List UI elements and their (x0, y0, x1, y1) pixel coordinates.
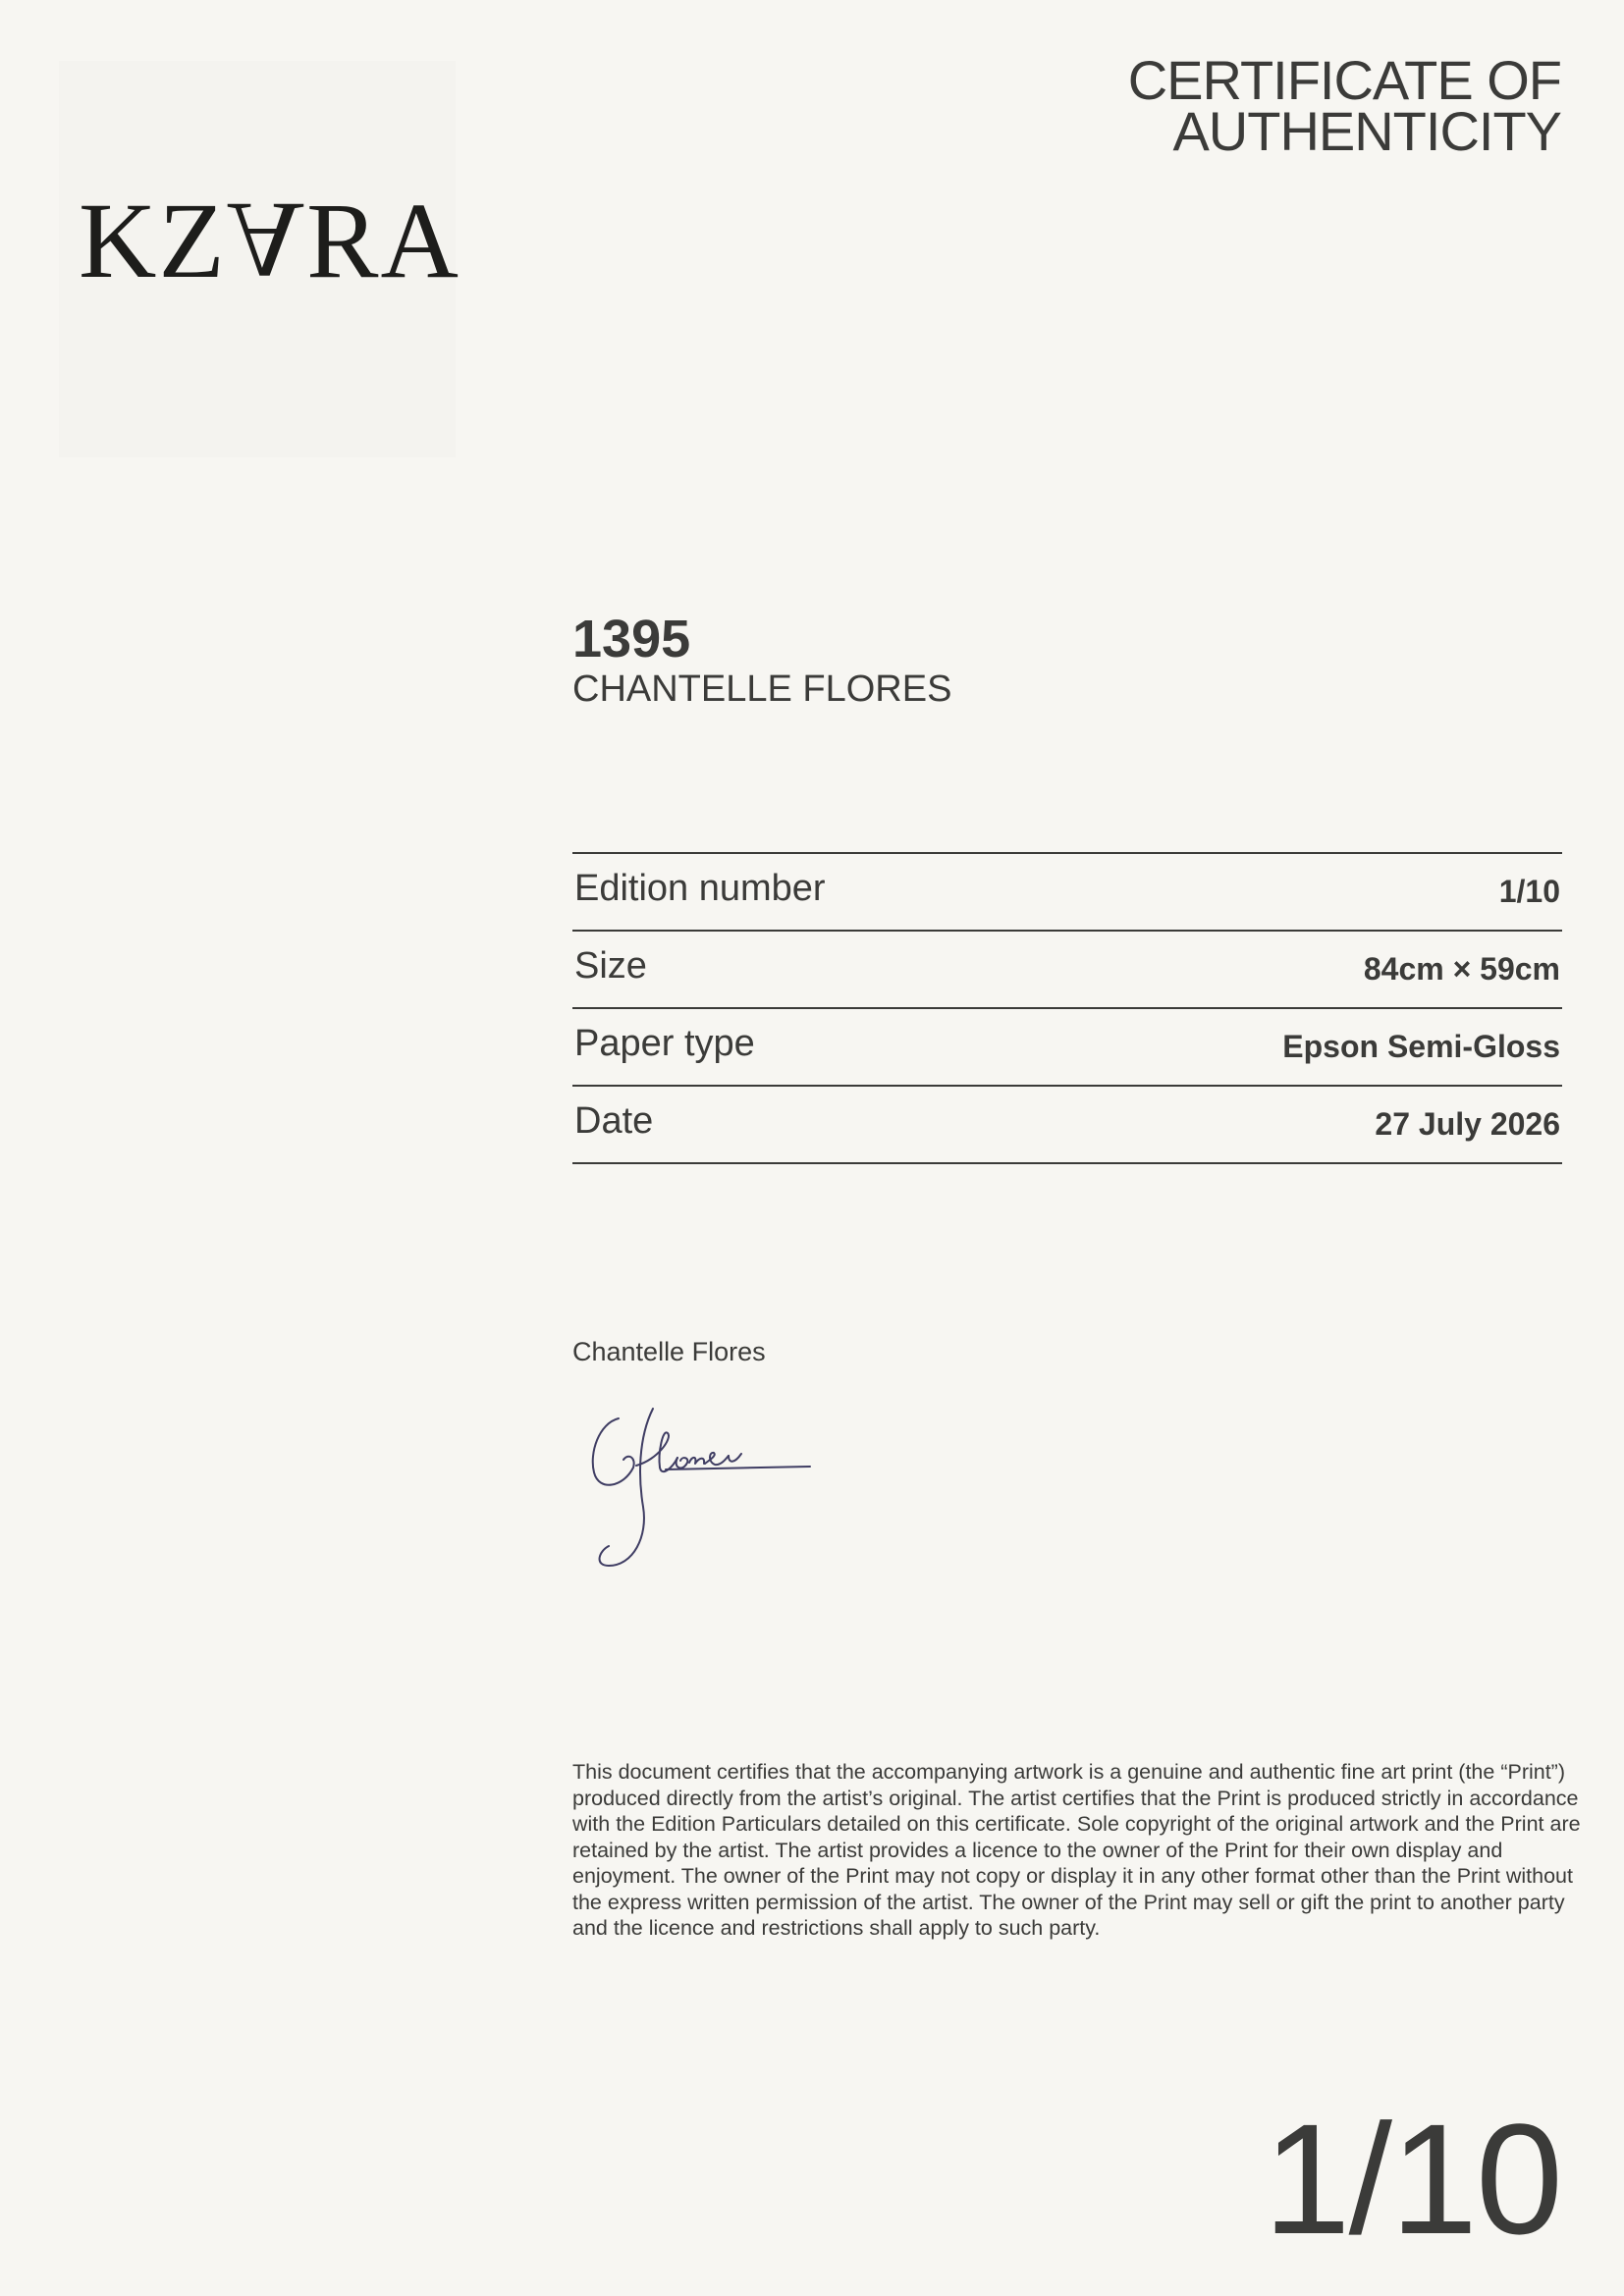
detail-value: 1/10 (1498, 874, 1560, 909)
detail-label: Size (574, 945, 647, 987)
signature-strokes (593, 1409, 810, 1566)
logo-text-end: RA (306, 181, 460, 300)
signer-name: Chantelle Flores (572, 1337, 766, 1366)
artwork-info (572, 611, 951, 711)
handwritten-signature (579, 1399, 825, 1575)
certificate-title-line1: CERTIFICATE OF (1127, 49, 1561, 111)
detail-label: Date (574, 1100, 654, 1142)
logo-text-flipped: A (226, 181, 307, 300)
logo-text-start: KZ (79, 181, 227, 300)
artwork-number: 1395 (572, 610, 691, 668)
artist-name: CHANTELLE FLORES (572, 668, 952, 710)
detail-value: Epson Semi-Gloss (1282, 1029, 1560, 1064)
detail-row-date (572, 1087, 1562, 1164)
detail-row-paper (572, 1009, 1562, 1087)
detail-value: 27 July 2026 (1375, 1106, 1560, 1142)
certificate-title-line2: AUTHENTICITY (1172, 100, 1561, 162)
certificate-title (1127, 49, 1561, 162)
detail-value: 84cm × 59cm (1363, 951, 1560, 987)
edition-details-table (572, 852, 1562, 1164)
brand-logo (59, 61, 460, 457)
detail-row-edition (572, 854, 1562, 932)
detail-label: Paper type (574, 1023, 755, 1064)
edition-number-large: 1/10 (1263, 2091, 1561, 2267)
detail-label: Edition number (574, 868, 826, 909)
legal-statement: This document certifies that the accompanying artwork is a genuine and authentic fine art print (the “Print”) produced directly from the artist’s original. The artist certifies that the Print is produced strictly in accordance with the Edition Particulars detailed on this certificate. Sole copyright of the original artwork and the Print are retained by the artist. The artist provides a licence to the owner of the Print for their own display and enjoyment. The owner of the Print may not copy or display it in any other format other than the Print without the express written permission of the artist. The owner of the Print may sell or gift the print to another party and the licence and restrictions shall apply to such party. (572, 1760, 1581, 1940)
brand-logo-wordmark (79, 181, 460, 300)
detail-row-size (572, 932, 1562, 1009)
